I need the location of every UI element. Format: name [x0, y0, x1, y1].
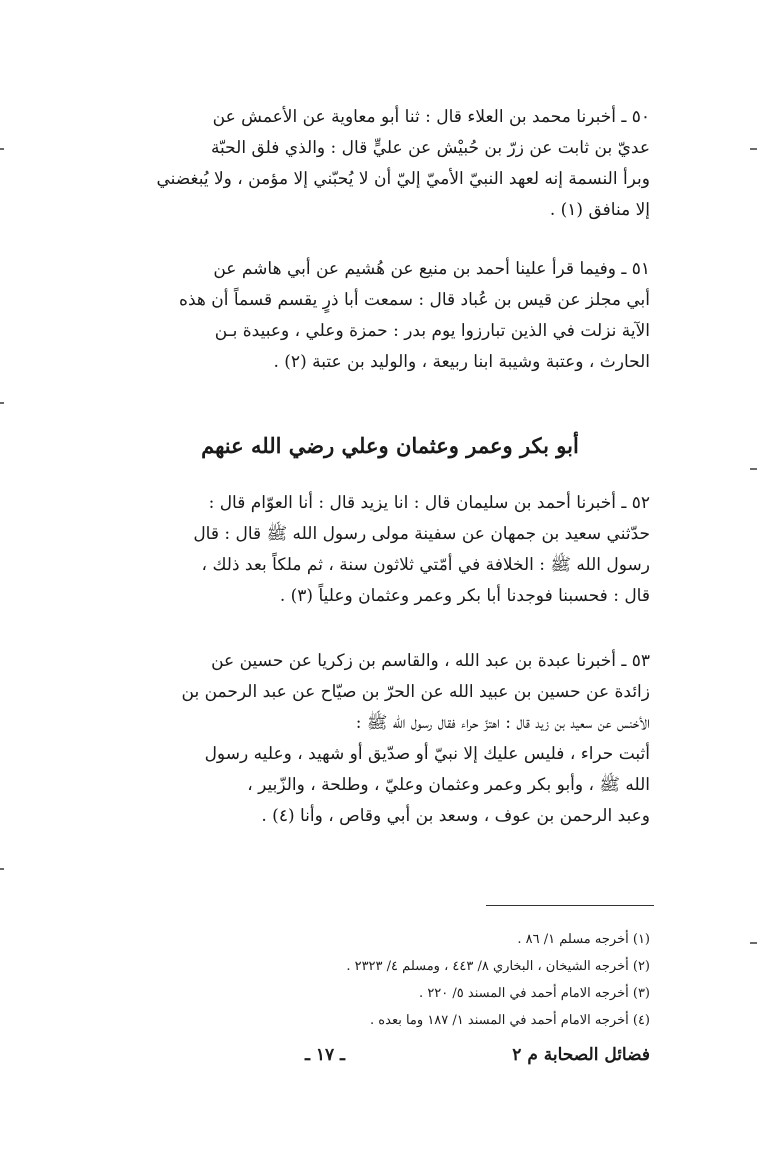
text-line: ٥٢ ـ أخبرنا أحمد بن سليمان قال : انا يزيد قال : أنا العوّام قال :: [208, 493, 650, 513]
section-heading: أبو بكر وعمر وعثمان وعلي رضي الله عنهم: [201, 433, 579, 458]
edge-mark: [0, 868, 4, 870]
text-line: الآية نزلت في الذين تبارزوا يوم بدر : حمزة وعلي ، وعبيدة بـن: [214, 321, 650, 341]
text-line: ٥١ ـ وفيما قرأ علينا أحمد بن منيع عن هُشيم عن أبي هاشم عن: [213, 259, 650, 279]
footnotes: [200, 926, 650, 1034]
book-title: فضائل الصحابة م ٢: [512, 1045, 650, 1065]
text-line: إلا منافق (١) .: [549, 200, 650, 220]
footnote-4: (٤) أخرجه الامام أحمد في المسند ١/ ١٨٧ وما بعده .: [370, 1013, 650, 1028]
text-line: عديّ بن ثابت عن زرّ بن حُبيْش عن عليٍّ قال : والذي فلق الحبّة: [210, 138, 650, 158]
text-line: وعبد الرحمن بن عوف ، وسعد بن أبي وقاص ، وأنا (٤) .: [261, 806, 650, 826]
text-line: قال : فحسبنا فوجدنا أبا بكر وعمر وعثمان وعلياً (٣) .: [279, 586, 650, 606]
text-line: ٥٣ ـ أخبرنا عبدة بن عبد الله ، والقاسم بن زكريا عن حسين عن: [211, 651, 650, 671]
text-line: الله ﷺ ، وأبو بكر وعمر وعثمان وعليّ ، وطلحة ، والزّبير ،: [247, 775, 650, 795]
page-number: ـ ١٧ ـ: [304, 1045, 346, 1065]
text-line: ٥٠ ـ أخبرنا محمد بن العلاء قال : ثنا أبو معاوية عن الأعمش عن: [212, 107, 650, 127]
text-line: زائدة عن حسين بن عبيد الله عن الحرّ بن صيّاح عن عبد الرحمن بن: [181, 682, 650, 702]
text-line: رسول الله ﷺ : الخلافة في أمّتي ثلاثون سنة ، ثم ملكاً بعد ذلك ،: [201, 555, 650, 575]
hadith-53: [130, 646, 650, 832]
text-line: الحارث ، وعتبة وشيبة ابنا ربيعة ، والوليد بن عتبة (٢) .: [273, 352, 650, 372]
text-line: أثبت حراء ، فليس عليك إلا نبيّ أو صدّيق أو شهيد ، وعليه رسول: [204, 744, 650, 764]
edge-mark: [750, 148, 757, 150]
hadith-51: [130, 254, 650, 378]
footnote-1: (١) أخرجه مسلم ١/ ٨٦ .: [517, 932, 650, 947]
text-line: أبي مجلز عن قيس بن عُباد قال : سمعت أبا ذرٍ يقسم قسماً أن هذه: [179, 290, 650, 310]
edge-mark: [0, 402, 4, 404]
footnote-divider: [486, 905, 654, 906]
page-footer: [120, 1040, 650, 1070]
hadith-50: [130, 102, 650, 226]
edge-mark: [750, 468, 757, 470]
text-line: وبرأ النسمة إنه لعهد النبيّ الأميّ إليّ أن لا يُحبّني إلا مؤمن ، ولا يُبغضني: [156, 169, 650, 189]
text-line: الأخنس عن سعيد بن زيد قال : اهتزّ حراء فقال رسول الله ﷺ :: [355, 713, 650, 733]
hadith-52: [130, 488, 650, 612]
edge-mark: [0, 148, 4, 150]
footnote-2: (٢) أخرجه الشيخان ، البخاري ٨/ ٤٤٣ ، ومسلم ٤/ ٢٣٢٣ .: [346, 959, 650, 974]
text-line: حدّثني سعيد بن جمهان عن سفينة مولى رسول الله ﷺ قال : قال: [193, 524, 650, 544]
edge-mark: [750, 942, 757, 944]
footnote-3: (٣) أخرجه الامام أحمد في المسند ٥/ ٢٢٠ .: [419, 986, 650, 1001]
